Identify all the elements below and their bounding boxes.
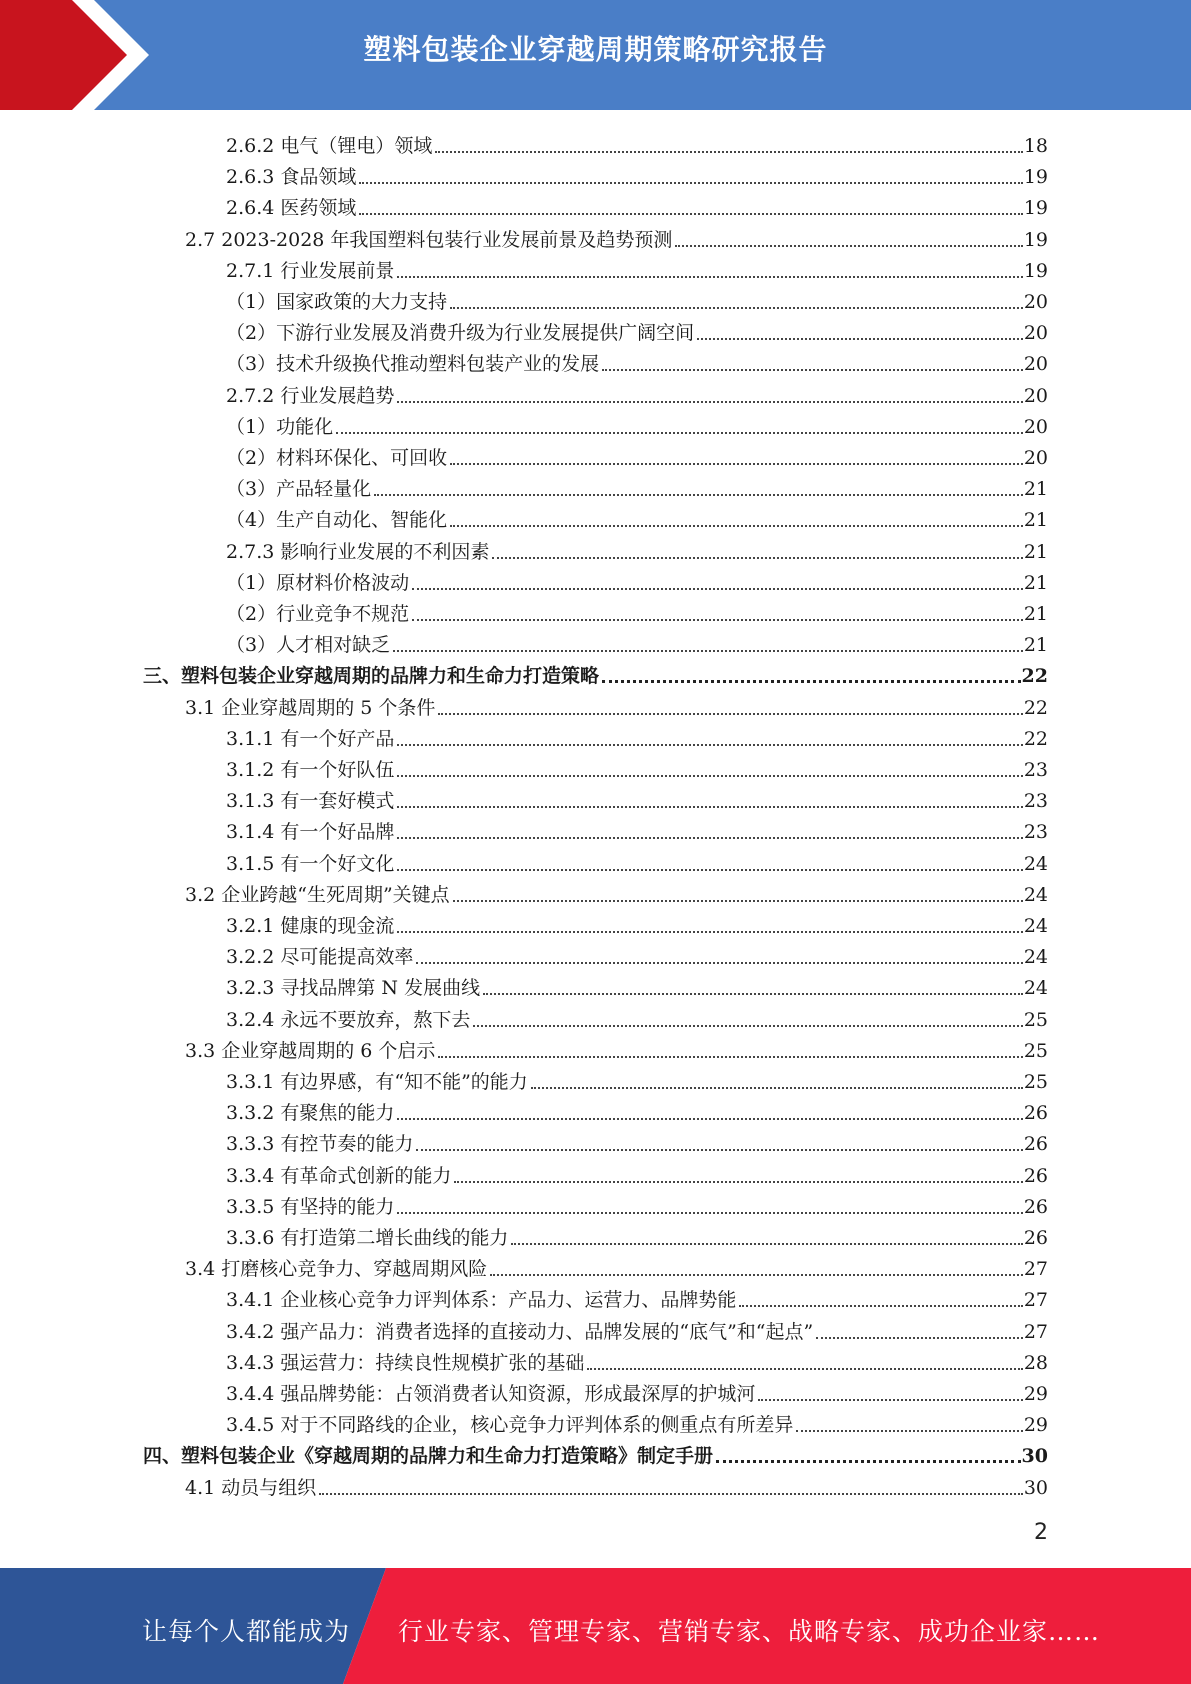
toc-dot-leader	[587, 1368, 1022, 1370]
toc-entry[interactable]	[226, 1344, 1048, 1375]
toc-dot-leader	[511, 1243, 1022, 1245]
toc-entry-page: 24	[1023, 946, 1048, 969]
toc-entry[interactable]	[226, 1375, 1048, 1406]
toc-entry-title: 3.1.4 有一个好品牌	[226, 821, 395, 844]
toc-entry[interactable]	[226, 158, 1048, 189]
toc-entry-page: 29	[1023, 1383, 1048, 1405]
toc-entry[interactable]	[226, 127, 1048, 158]
toc-entry-title: 3.3 企业穿越周期的 6 个启示	[185, 1039, 436, 1062]
toc-entry-title: 3.1 企业穿越周期的 5 个条件	[185, 696, 436, 719]
toc-entry-page: 20	[1023, 291, 1048, 313]
toc-entry[interactable]	[226, 501, 1048, 532]
toc-dot-leader	[450, 525, 1023, 527]
toc-entry-title: 3.4 打磨核心竞争力、穿越周期风险	[185, 1258, 488, 1281]
toc-entry[interactable]	[226, 969, 1048, 1000]
toc-entry-title: 2.7.3 影响行业发展的不利因素	[226, 540, 490, 563]
toc-entry[interactable]	[185, 1469, 1048, 1500]
toc-entry[interactable]	[226, 470, 1048, 501]
toc-dot-leader	[397, 1118, 1022, 1120]
toc-dot-leader	[397, 1212, 1022, 1214]
toc-entry-page: 26	[1023, 1133, 1048, 1156]
toc-entry-title: （2）材料环保化、可回收	[226, 447, 448, 469]
toc-entry-page: 19	[1023, 197, 1048, 220]
toc-entry-page: 21	[1023, 509, 1048, 532]
toc-dot-leader	[374, 494, 1023, 496]
toc-entry[interactable]	[143, 657, 1048, 688]
toc-dot-leader	[450, 463, 1023, 465]
toc-entry-title: 3.1.5 有一个好文化	[226, 852, 395, 875]
toc-entry-title: 3.4.1 企业核心竞争力评判体系：产品力、运营力、品牌势能	[226, 1289, 737, 1312]
toc-entry-page: 30	[1021, 1445, 1048, 1468]
toc-entry-title: 3.1.1 有一个好产品	[226, 727, 395, 750]
toc-entry[interactable]	[226, 1406, 1048, 1437]
toc-entry[interactable]	[226, 439, 1048, 470]
toc-dot-leader	[450, 307, 1023, 309]
toc-entry-title: （3）技术升级换代推动塑料包装产业的发展	[226, 353, 600, 376]
toc-entry-title: 3.2.4 永远不要放弃，熬下去	[226, 1008, 471, 1031]
toc-entry-page: 20	[1023, 353, 1048, 376]
page-footer	[0, 1568, 1191, 1684]
toc-entry-page: 22	[1023, 696, 1048, 719]
toc-entry-page: 24	[1023, 883, 1048, 906]
toc-entry-page: 30	[1023, 1476, 1048, 1499]
toc-entry-page: 25	[1023, 1071, 1048, 1093]
toc-dot-leader	[473, 1025, 1022, 1027]
toc-dot-leader	[393, 650, 1023, 652]
toc-entry-title: 3.1.2 有一个好队伍	[226, 759, 395, 781]
toc-entry-page: 25	[1023, 1008, 1048, 1031]
toc-entry-title: （1）国家政策的大力支持	[226, 291, 448, 313]
toc-entry-title: 3.2 企业跨越“生死周期”关键点	[185, 883, 450, 906]
toc-entry-page: 20	[1023, 415, 1048, 438]
toc-entry[interactable]	[226, 252, 1048, 283]
toc-entry-page: 22	[1021, 665, 1048, 688]
toc-dot-leader	[454, 1181, 1022, 1183]
toc-dot-leader	[492, 557, 1022, 559]
toc-entry-title: 3.3.5 有坚持的能力	[226, 1195, 395, 1218]
toc-entry[interactable]	[226, 533, 1048, 564]
toc-entry-title: 3.4.2 强产品力：消费者选择的直接动力、品牌发展的“底气”和“起点”	[226, 1320, 814, 1343]
toc-dot-leader	[397, 869, 1022, 871]
toc-dot-leader	[816, 1337, 1023, 1339]
toc-entry[interactable]	[226, 189, 1048, 220]
toc-entry-page: 27	[1023, 1320, 1048, 1343]
toc-dot-leader	[438, 713, 1022, 715]
toc-entry-title: （3）产品轻量化	[226, 478, 372, 501]
toc-entry[interactable]	[226, 283, 1048, 314]
toc-entry[interactable]	[185, 221, 1048, 252]
toc-dot-leader	[483, 993, 1023, 995]
toc-entry-title: 2.6.2 电气（锂电）领域	[226, 135, 433, 157]
toc-dot-leader	[412, 588, 1023, 590]
toc-dot-leader	[336, 432, 1023, 434]
toc-dot-leader	[602, 680, 1021, 683]
toc-entry[interactable]	[226, 1188, 1048, 1219]
toc-entry-page: 26	[1023, 1164, 1048, 1187]
toc-dot-leader	[397, 806, 1022, 808]
toc-entry[interactable]	[226, 1125, 1048, 1156]
toc-entry-page: 21	[1023, 634, 1048, 657]
toc-entry[interactable]	[185, 1032, 1048, 1063]
toc-entry[interactable]	[226, 564, 1048, 595]
toc-entry-title: 3.4.3 强运营力：持续良性规模扩张的基础	[226, 1351, 585, 1374]
toc-entry[interactable]	[226, 720, 1048, 751]
toc-entry-page: 22	[1023, 727, 1048, 750]
toc-entry[interactable]	[226, 314, 1048, 345]
toc-entry-title: 2.6.4 医药领域	[226, 197, 357, 220]
toc-entry-page: 21	[1023, 603, 1048, 625]
toc-entry-page: 21	[1023, 571, 1048, 594]
toc-entry-page: 20	[1023, 447, 1048, 469]
toc-entry[interactable]	[226, 907, 1048, 938]
toc-dot-leader	[531, 1087, 1023, 1089]
toc-entry-title: （2）行业竞争不规范	[226, 603, 410, 625]
toc-entry-title: 四、塑料包装企业《穿越周期的品牌力和生命力打造策略》制定手册	[143, 1445, 714, 1468]
toc-entry-page: 19	[1023, 259, 1048, 282]
toc-entry-title: 3.3.4 有革命式创新的能力	[226, 1164, 452, 1187]
toc-entry-page: 24	[1023, 977, 1048, 1000]
toc-dot-leader	[758, 1399, 1022, 1401]
toc-dot-leader	[319, 1493, 1023, 1495]
toc-entry-page: 26	[1023, 1195, 1048, 1218]
page-header	[0, 0, 1191, 110]
toc-dot-leader	[796, 1430, 1022, 1432]
toc-entry-page: 20	[1023, 384, 1048, 407]
report-title: 塑料包装企业穿越周期策略研究报告	[363, 33, 828, 66]
toc-entry-page: 28	[1023, 1351, 1048, 1374]
toc-entry[interactable]	[226, 1157, 1048, 1188]
toc-entry-title: （2）下游行业发展及消费升级为行业发展提供广阔空间	[226, 322, 695, 345]
toc-entry[interactable]	[226, 595, 1048, 626]
toc-entry-title: 4.1 动员与组织	[185, 1476, 317, 1499]
toc-dot-leader	[397, 837, 1022, 839]
toc-entry-page: 29	[1023, 1414, 1048, 1437]
toc-entry-title: 3.3.6 有打造第二增长曲线的能力	[226, 1227, 509, 1249]
toc-entry-title: 2.7.1 行业发展前景	[226, 259, 395, 282]
toc-entry-page: 25	[1023, 1039, 1048, 1062]
toc-entry[interactable]	[226, 938, 1048, 969]
toc-entry[interactable]	[226, 813, 1048, 844]
toc-entry[interactable]	[226, 1313, 1048, 1344]
toc-entry-page: 20	[1023, 322, 1048, 345]
toc-entry-title: 3.4.4 强品牌势能：占领消费者认知资源，形成最深厚的护城河	[226, 1383, 756, 1405]
toc-entry[interactable]	[226, 1281, 1048, 1312]
toc-dot-leader	[675, 245, 1022, 247]
toc-entry-title: 2.6.3 食品领域	[226, 166, 357, 189]
toc-entry-title: 2.7.2 行业发展趋势	[226, 384, 395, 407]
toc-entry-title: 3.2.3 寻找品牌第 N 发展曲线	[226, 977, 481, 1000]
toc-entry-page: 21	[1023, 540, 1048, 563]
toc-entry-title: （4）生产自动化、智能化	[226, 509, 448, 532]
toc-entry-page: 26	[1023, 1227, 1048, 1249]
toc-entry-page: 23	[1023, 821, 1048, 844]
toc-entry-title: 3.2.2 尽可能提高效率	[226, 946, 414, 969]
toc-entry-title: 3.2.1 健康的现金流	[226, 915, 395, 937]
toc-dot-leader	[490, 1274, 1023, 1276]
toc-entry[interactable]	[226, 751, 1048, 782]
page-number: 2	[1034, 1520, 1048, 1545]
toc-entry-page: 24	[1023, 915, 1048, 937]
toc-entry[interactable]	[226, 782, 1048, 813]
toc-entry[interactable]	[185, 1250, 1048, 1281]
toc-entry-page: 19	[1023, 228, 1048, 251]
toc-entry[interactable]	[226, 626, 1048, 657]
toc-entry-title: 3.4.5 对于不同路线的企业，核心竞争力评判体系的侧重点有所差异	[226, 1414, 794, 1437]
toc-dot-leader	[397, 401, 1022, 403]
toc-dot-leader	[416, 1149, 1022, 1151]
toc-entry-title: 3.3.1 有边界感，有“知不能”的能力	[226, 1071, 528, 1093]
toc-entry-page: 24	[1023, 852, 1048, 875]
toc-dot-leader	[602, 369, 1023, 371]
toc-entry-page: 27	[1023, 1258, 1048, 1281]
toc-dot-leader	[397, 931, 1022, 933]
toc-dot-leader	[438, 1056, 1022, 1058]
toc-entry-page: 23	[1023, 790, 1048, 813]
toc-entry-page: 18	[1023, 135, 1048, 157]
toc-dot-leader	[453, 900, 1023, 902]
toc-entry-title: 三、塑料包装企业穿越周期的品牌力和生命力打造策略	[143, 665, 600, 688]
toc-dot-leader	[739, 1305, 1022, 1307]
toc-entry-page: 27	[1023, 1289, 1048, 1312]
footer-slogan-left: 让每个人都能成为	[142, 1617, 351, 1646]
toc-entry-page: 19	[1023, 166, 1048, 189]
toc-dot-leader	[397, 276, 1022, 278]
toc-dot-leader	[412, 619, 1023, 621]
toc-entry-page: 23	[1023, 759, 1048, 781]
toc-entry-title: （1）原材料价格波动	[226, 571, 410, 594]
toc-entry[interactable]	[143, 1437, 1048, 1468]
toc-entry-title: 3.3.3 有控节奏的能力	[226, 1133, 414, 1156]
footer-slogan-right: 行业专家、管理专家、营销专家、战略专家、成功企业家……	[398, 1617, 1101, 1646]
toc-dot-leader	[716, 1460, 1021, 1463]
toc-entry[interactable]	[185, 876, 1048, 907]
toc-dot-leader	[397, 775, 1022, 777]
toc-dot-leader	[359, 213, 1022, 215]
toc-entry[interactable]	[226, 377, 1048, 408]
toc-entry[interactable]	[226, 1063, 1048, 1094]
toc-entry[interactable]	[226, 1094, 1048, 1125]
toc-dot-leader	[359, 182, 1022, 184]
toc-entry[interactable]	[226, 408, 1048, 439]
toc-entry[interactable]	[226, 1001, 1048, 1032]
toc-entry-title: 2.7 2023-2028 年我国塑料包装行业发展前景及趋势预测	[185, 228, 673, 251]
toc-entry[interactable]	[226, 1219, 1048, 1250]
toc-entry-title: 3.1.3 有一套好模式	[226, 790, 395, 813]
toc-entry-title: 3.3.2 有聚焦的能力	[226, 1102, 395, 1125]
toc-entry-title: （3）人才相对缺乏	[226, 634, 391, 657]
toc-entry-page: 26	[1023, 1102, 1048, 1125]
toc-dot-leader	[435, 151, 1022, 153]
toc-entry[interactable]	[185, 689, 1048, 720]
toc-entry-page: 21	[1023, 478, 1048, 501]
toc-entry[interactable]	[226, 345, 1048, 376]
toc-entry[interactable]	[226, 845, 1048, 876]
toc-dot-leader	[397, 744, 1022, 746]
toc-entry-title: （1）功能化	[226, 415, 334, 438]
toc-dot-leader	[697, 338, 1023, 340]
toc-dot-leader	[416, 962, 1022, 964]
